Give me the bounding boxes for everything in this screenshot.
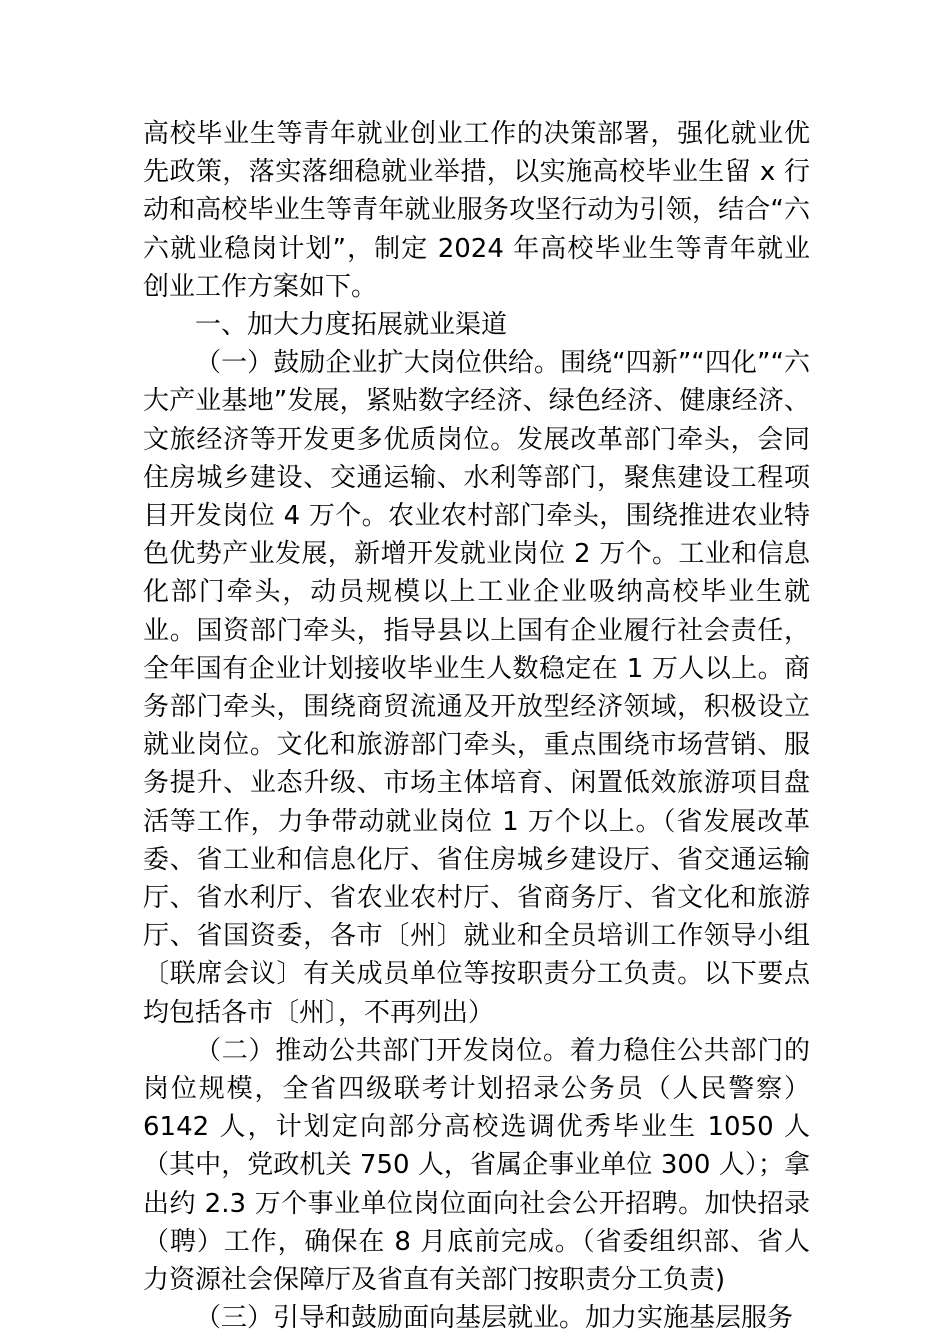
paragraph-intro-continuation: 高校毕业生等青年就业创业工作的决策部署，强化就业优先政策，落实落细稳就业举措，以实施高校毕业生留 x 行动和高校毕业生等青年就业服务攻坚行动为引领，结合“六六就业稳岗计划”，制定 2024 年高校毕业生等青年就业创业工作方案如下。 xyxy=(143,119,810,302)
paragraph-item-3: （三）引导和鼓励面向基层就业。加力实施基层服务 xyxy=(195,1303,794,1334)
section-heading-1: 一、加大力度拓展就业渠道 xyxy=(195,310,508,341)
paragraph-item-1: （一）鼓励企业扩大岗位供给。围绕“四新”“四化”“六大产业基地”发展，紧贴数字经济、绿色经济、健康经济、文旅经济等开发更多优质岗位。发展改革部门牵头，会同住房城乡建设、交通运输、水利等部门，聚焦建设工程项目开发岗位 4 万个。农业农村部门牵头，围绕推进农业特色优势产业发展，新增开发就业岗位 2 万个。工业和信息化部门牵头，动员规模以上工业企业吸纳高校毕业生就业。国资部门牵头，指导县以上国有企业履行社会责任，全年国有企业计划接收毕业生人数稳定在 1 万人以上。商务部门牵头，围绕商贸流通及开放型经济领域，积极设立就业岗位。文化和旅游部门牵头，重点围绕市场营销、服务提升、业态升级、市场主体培育、闲置低效旅游项目盘活等工作，力争带动就业岗位 1 万个以上。（省发展改革委、省工业和信息化厅、省住房城乡建设厅、省交通运输厅、省水利厅、省农业农村厅、省商务厅、省文化和旅游厅、省国资委，各市〔州〕就业和全员培训工作领导小组〔联席会议〕有关成员单位等按职责分工负责。以下要点均包括各市〔州〕，不再列出） xyxy=(143,348,810,1028)
document-body xyxy=(143,115,810,1338)
paragraph-item-2: （二）推动公共部门开发岗位。着力稳住公共部门的岗位规模，全省四级联考计划招录公务员（人民警察）6142 人，计划定向部分高校选调优秀毕业生 1050 人（其中，党政机关 750 人，省属企事业单位 300 人）；拿出约 2.3 万个事业单位岗位面向社会公开招聘。加快招录（聘）工作，确保在 8 月底前完成。（省委组织部、省人力资源社会保障厅及省直有关部门按职责分工负责) xyxy=(143,1035,810,1296)
